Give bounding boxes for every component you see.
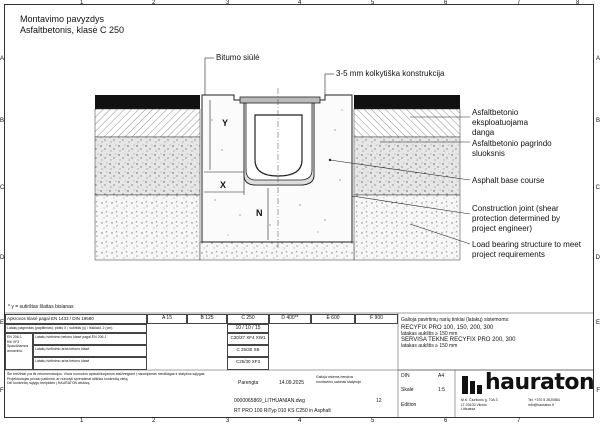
label-load-bearing: Load bearing structure to meet project requirements xyxy=(472,240,581,259)
frame-mark-side: D xyxy=(595,255,600,261)
product-compatibility: Galioja pavirtinių narių tinklai (latakų) sistemoms: RECYFIX PRO 100, 150, 200, 300 latakas aukštis ≥ 150 mm SERVISA TEKNE RECYFIX PRO 200, 300 latakas aukštis ≥ 150 mm xyxy=(401,317,516,349)
label-construction-joint: Construction joint (shear protection determined by project engineer) xyxy=(472,204,561,233)
frame-mark-bottom: 6 xyxy=(444,418,448,424)
frame-mark-side: E xyxy=(595,320,600,326)
frame-mark-top: 2 xyxy=(152,0,156,6)
class-a15: A 15 xyxy=(147,314,187,324)
edition-label: Edition xyxy=(401,402,417,408)
drawing-description: Galioja visiems bendros montavimo salonas statyboje xyxy=(316,375,362,384)
company-contact: Tel. +370 5 2620584 info@hauraton.lt xyxy=(528,398,560,407)
frame-mark-bottom: 3 xyxy=(226,418,230,424)
frame-mark-top: 4 xyxy=(298,0,302,6)
drawing-footer-text: RT PRO 100 RiTyp 010 KS C250 in Asphalt xyxy=(234,408,331,414)
file-name: 0000065869_LITHUANIAN.dwg xyxy=(234,398,305,404)
grate xyxy=(240,97,320,103)
company-address: M.K. Čiurlionio g. 70A 3 LT-03100 Vilnius Lithuania xyxy=(461,398,498,411)
frame-mark-bottom: 2 xyxy=(152,418,156,424)
wearing-course-left xyxy=(95,95,200,109)
prepared-label: Parengta xyxy=(238,380,259,386)
class-c250: C 250 xyxy=(227,314,269,324)
frame-mark-side: A xyxy=(0,56,5,62)
drawing-subtitle: Asfaltbetonis, klasė C 250 xyxy=(20,25,125,35)
table-row-label: Latakų tvirtinimo arba betono klasė xyxy=(33,345,147,357)
table-row-label: Latakų tvirtinimo betono klasė pagal EN 206-1 xyxy=(33,333,147,345)
table-cell-value: 10 / 10 / 15 xyxy=(227,324,269,333)
frame-mark-side: F xyxy=(596,388,600,394)
label-asphalt-base: Asphalt base course xyxy=(472,176,545,185)
frame-mark-side: F xyxy=(0,388,4,394)
label-bitumen-joint: Bitumo siūlė xyxy=(216,53,260,62)
logo-mark-icon xyxy=(461,375,483,395)
frame-mark-bottom: 4 xyxy=(298,418,302,424)
din-label: DIN xyxy=(401,373,410,379)
scale-label: Skalė xyxy=(401,387,414,393)
scale-value: 1:5 xyxy=(438,387,445,393)
frame-mark-side: B xyxy=(0,118,5,124)
table-row-label: Apkrovos klasė pagal EN 1433 / DIN 19580 xyxy=(5,314,147,324)
label-wearing-course: Asfaltbetonio eksploatuojama danga xyxy=(472,108,529,137)
table-cell-value: C 25/30 XB xyxy=(227,345,269,357)
label-compression-construction: 3-5 mm kolkytiška konstrukcija xyxy=(336,69,445,78)
table-row-label: Latakų pagrindas (paplitimas): plotis X / sutirštis (y) / išsklaid. 2 (cm) xyxy=(5,324,147,333)
frame-mark-top: 3 xyxy=(226,0,230,6)
drawing-number: 12 xyxy=(376,398,382,404)
frame-mark-top: 5 xyxy=(371,0,375,6)
class-b125: B 125 xyxy=(187,314,227,324)
prepared-date: 14.09.2025 xyxy=(279,380,305,386)
subgrade-left xyxy=(95,195,200,260)
table-row-label: Latakų tvirtinimo arba betono klasė xyxy=(33,357,147,370)
frame-mark-side: C xyxy=(0,185,5,191)
frame-mark-side: D xyxy=(0,255,5,261)
subgrade-right xyxy=(354,195,460,260)
wearing-course-right xyxy=(354,95,460,109)
dim-y: Y xyxy=(222,118,229,128)
dim-x: X xyxy=(220,180,227,190)
frame-mark-top: 8 xyxy=(576,0,580,6)
frame-mark-top: 7 xyxy=(517,0,521,6)
frame-mark-side: E xyxy=(0,320,5,326)
base-course-left xyxy=(95,137,200,195)
disclaimer-text: Šie brėžiniai yra tik rekomendacijos. Visos nuorodos apskaičiuojamos atsižvelgiant į naudojamas medžiagas ir statybos sąlygas. Projektuotojas privalo patikrinti, ar nurodyti sprendimai atitinka konkrečią vietą. Dėl konkrečių sąlygų kreipkitės į HAURATON atstovą. xyxy=(7,372,206,385)
frame-mark-side: B xyxy=(595,118,600,124)
footnote: * y = sutirštas šlaitas bisianas xyxy=(8,304,74,310)
binder-course-left xyxy=(95,109,200,137)
class-f900: F 900 xyxy=(355,314,398,324)
binder-course-right xyxy=(354,109,460,137)
frame-mark-bottom: 7 xyxy=(517,418,521,424)
channel-inner-profile xyxy=(255,115,302,176)
din-value: A4 xyxy=(438,373,445,379)
table-cell-value: C25/30 XF3 xyxy=(227,357,269,370)
label-binder-course: Asfaltbetonio pagrindo sluoksnis xyxy=(472,139,552,158)
drawing-title: Montavimo pavyzdys xyxy=(20,14,105,24)
frame-mark-bottom: 1 xyxy=(80,418,84,424)
frame-mark-bottom: 5 xyxy=(371,418,375,424)
frame-mark-top: 1 xyxy=(80,0,84,6)
class-e600: E 600 xyxy=(311,314,355,324)
table-side-note: EN 206-1 Kiti XF3 Spaudžiamos armavimo xyxy=(5,333,33,370)
dim-n: N xyxy=(256,208,263,218)
frame-mark-side: C xyxy=(595,185,600,191)
table-cell-value: C30/37 XF4 XW1 xyxy=(227,333,269,345)
class-d400: D 400** xyxy=(269,314,311,324)
frame-mark-side: A xyxy=(595,56,600,62)
frame-mark-top: 6 xyxy=(444,0,448,6)
load-class-table xyxy=(5,314,398,370)
